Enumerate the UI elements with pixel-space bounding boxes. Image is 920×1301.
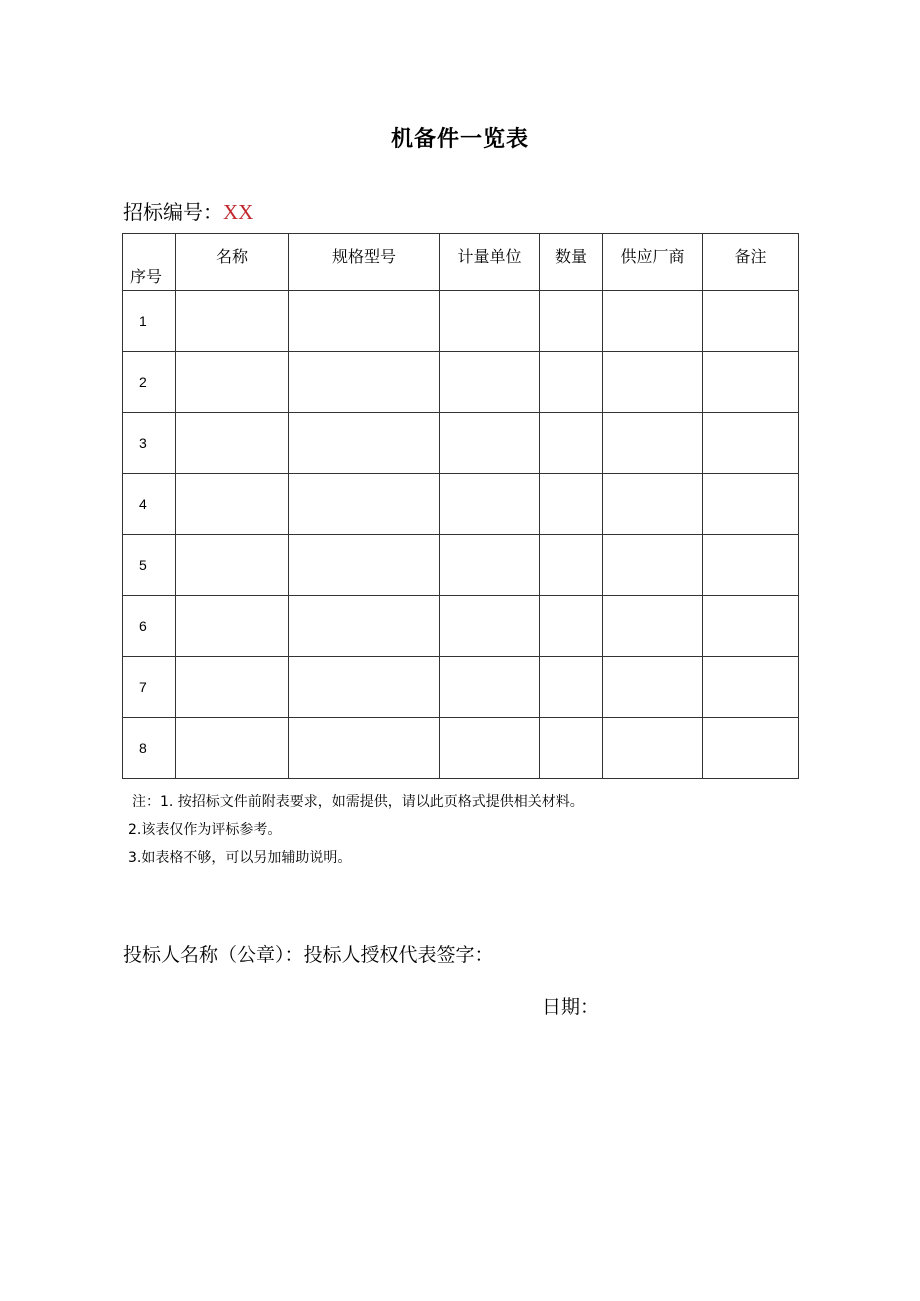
table-cell [603, 413, 703, 474]
table-cell [289, 535, 440, 596]
table-cell [176, 657, 289, 718]
table-cell [440, 596, 540, 657]
table-cell [176, 596, 289, 657]
table-cell [703, 474, 799, 535]
table-cell [603, 596, 703, 657]
table-cell [703, 657, 799, 718]
notes [128, 788, 584, 872]
table-cell [540, 657, 603, 718]
spare-parts-table [122, 233, 799, 779]
table-cell [289, 291, 440, 352]
table-cell [440, 413, 540, 474]
table-cell [540, 413, 603, 474]
note-1: 注：1. 按招标文件前附表要求，如需提供，请以此页格式提供相关材料。 [132, 794, 584, 810]
table-cell [540, 474, 603, 535]
row-number: 5 [123, 535, 176, 596]
header-unit: 计量单位 [440, 234, 540, 291]
header-model: 规格型号 [289, 234, 440, 291]
row-number: 8 [123, 718, 176, 779]
note-3: 3.如表格不够，可以另加辅助说明。 [128, 850, 352, 866]
table-row [123, 657, 799, 718]
row-number: 2 [123, 352, 176, 413]
table-cell [540, 718, 603, 779]
bid-number-label: 招标编号： [123, 200, 223, 224]
table-cell [540, 291, 603, 352]
table-cell [440, 474, 540, 535]
table-row [123, 352, 799, 413]
table-cell [176, 413, 289, 474]
table-cell [440, 535, 540, 596]
table-cell [703, 352, 799, 413]
note-2: 2.该表仅作为评标参考。 [128, 822, 282, 838]
table-cell [176, 474, 289, 535]
table-cell [176, 718, 289, 779]
page-title: 机备件一览表 [390, 127, 529, 152]
table-row [123, 596, 799, 657]
date-label: 日期： [542, 996, 600, 1018]
table-cell [289, 352, 440, 413]
table-cell [540, 352, 603, 413]
header-remarks: 备注 [703, 234, 799, 291]
table-row [123, 413, 799, 474]
table-cell [603, 657, 703, 718]
table-cell [289, 596, 440, 657]
signature-line: 投标人名称（公章）：投标人授权代表签字： [123, 944, 494, 966]
table-header-row [123, 234, 799, 291]
table-cell [289, 413, 440, 474]
table-cell [703, 291, 799, 352]
row-number: 3 [123, 413, 176, 474]
table-cell [703, 535, 799, 596]
header-supplier: 供应厂商 [603, 234, 703, 291]
table-cell [703, 413, 799, 474]
table-cell [440, 718, 540, 779]
table-row [123, 474, 799, 535]
table-row [123, 291, 799, 352]
header-name: 名称 [176, 234, 289, 291]
table-cell [440, 291, 540, 352]
table-row [123, 535, 799, 596]
table-cell [603, 474, 703, 535]
bid-number-value: XX [223, 200, 254, 224]
table-cell [703, 718, 799, 779]
table-row [123, 718, 799, 779]
header-seq: 序号 [123, 234, 176, 291]
table-cell [176, 291, 289, 352]
table-cell [176, 352, 289, 413]
table-cell [176, 535, 289, 596]
table-cell [703, 596, 799, 657]
table-cell [540, 535, 603, 596]
table-cell [440, 657, 540, 718]
row-number: 6 [123, 596, 176, 657]
bid-number-line [123, 196, 253, 225]
table-cell [603, 535, 703, 596]
table-cell [440, 352, 540, 413]
row-number: 1 [123, 291, 176, 352]
table-cell [289, 657, 440, 718]
table-cell [540, 596, 603, 657]
table-cell [603, 718, 703, 779]
header-quantity: 数量 [540, 234, 603, 291]
table-cell [289, 474, 440, 535]
table-cell [603, 291, 703, 352]
table-cell [603, 352, 703, 413]
table-cell [289, 718, 440, 779]
row-number: 7 [123, 657, 176, 718]
row-number: 4 [123, 474, 176, 535]
